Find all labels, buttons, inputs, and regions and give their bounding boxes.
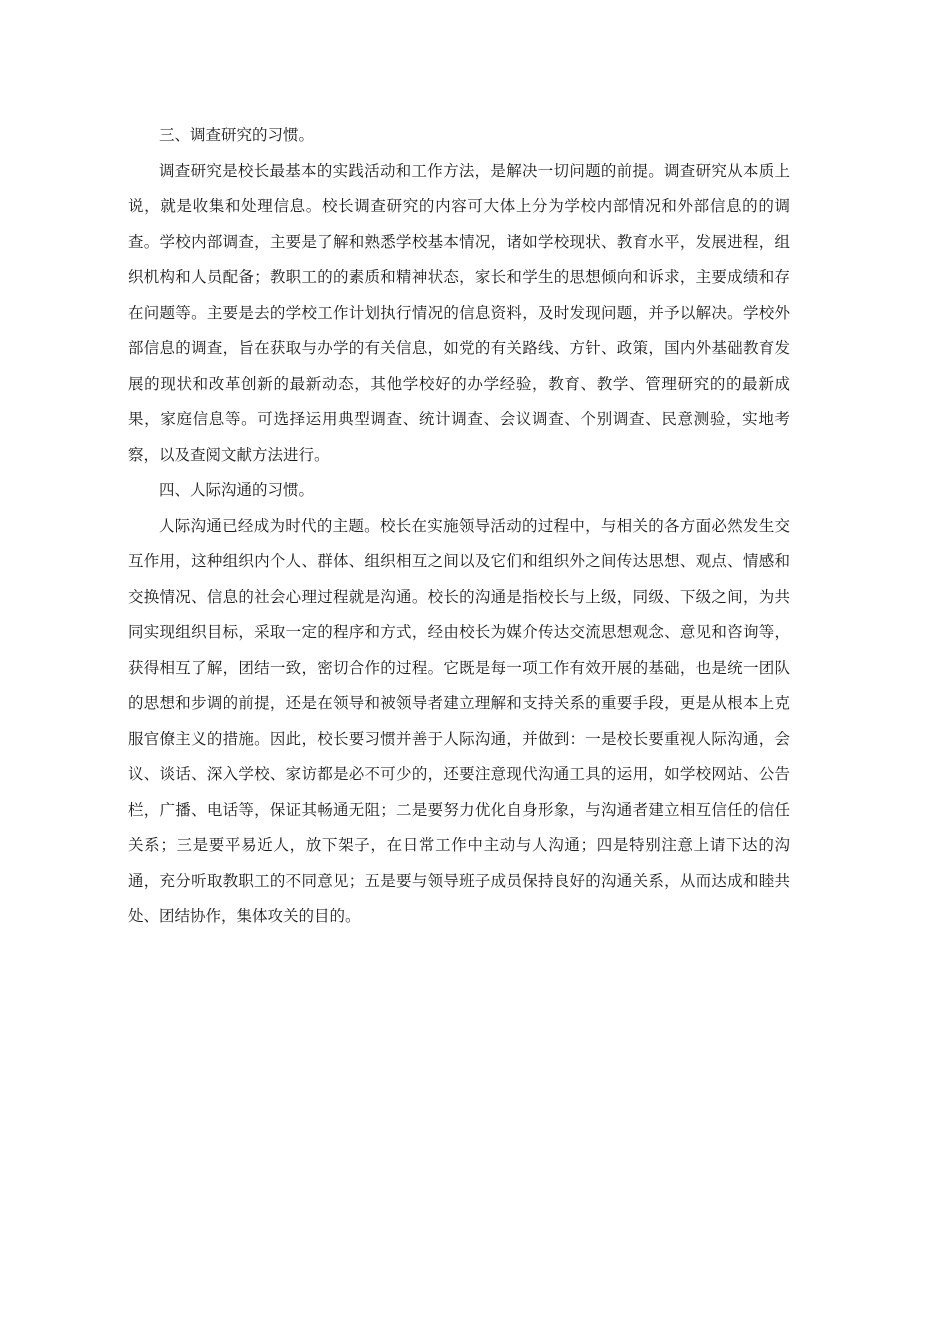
section-paragraph-investigation: 调查研究是校长最基本的实践活动和工作方法，是解决一切问题的前提。调查研究从本质上说，就是收集和处理信息。校长调查研究的内容可大体上分为学校内部情况和外部信息的的调查。学校内部调查，主要是了解和熟悉学校基本情况，诸如学校现状、教育水平，发展进程，组织机构和人员配备；教职工的的素质和精神状态，家长和学生的思想倾向和诉求，主要成绩和存在问题等。主要是去的学校工作计划执行情况的信息资料，及时发现问题，并予以解决。学校外部信息的调查，旨在获取与办学的有关信息，如党的有关路线、方针、政策，国内外基础教育发展的现状和改革创新的最新动态，其他学校好的办学经验，教育、教学、管理研究的的最新成果，家庭信息等。可选择运用典型调查、统计调查、会议调查、个别调查、民意测验，实地考察，以及查阅文献方法进行。 xyxy=(128,161,790,464)
section-paragraph-communication: 人际沟通已经成为时代的主题。校长在实施领导活动的过程中，与相关的各方面必然发生交互作用，这种组织内个人、群体、组织相互之间以及它们和组织外之间传达思想、观点、情感和交换情况、信息的社会心理过程就是沟通。校长的沟通是指校长与上级，同级、下级之间，为共同实现组织目标，采取一定的程序和方式，经由校长为媒介传达交流思想观念、意见和咨询等，获得相互了解，团结一致，密切合作的过程。它既是每一项工作有效开展的基础，也是统一团队的思想和步调的前提，还是在领导和被领导者建立理解和支持关系的重要手段，更是从根本上克服官僚主义的措施。因此，校长要习惯并善于人际沟通，并做到：一是校长要重视人际沟通，会议、谈话、深入学校、家访都是必不可少的，还要注意现代沟通工具的运用，如学校网站、公告栏，广播、电话等，保证其畅通无阻；二是要努力优化自身形象，与沟通者建立相互信任的信任关系；三是要平易近人，放下架子，在日常工作中主动与人沟通；四是特别注意上请下达的沟通，充分听取教职工的不同意见；五是要与领导班子成员保持良好的沟通关系，从而达成和睦共处、团结协作，集体攻关的目的。 xyxy=(128,516,790,925)
section-heading-investigation: 三、调查研究的习惯。 xyxy=(159,126,315,144)
document-body xyxy=(128,118,790,935)
section-heading-communication: 四、人际沟通的习惯。 xyxy=(159,481,315,499)
